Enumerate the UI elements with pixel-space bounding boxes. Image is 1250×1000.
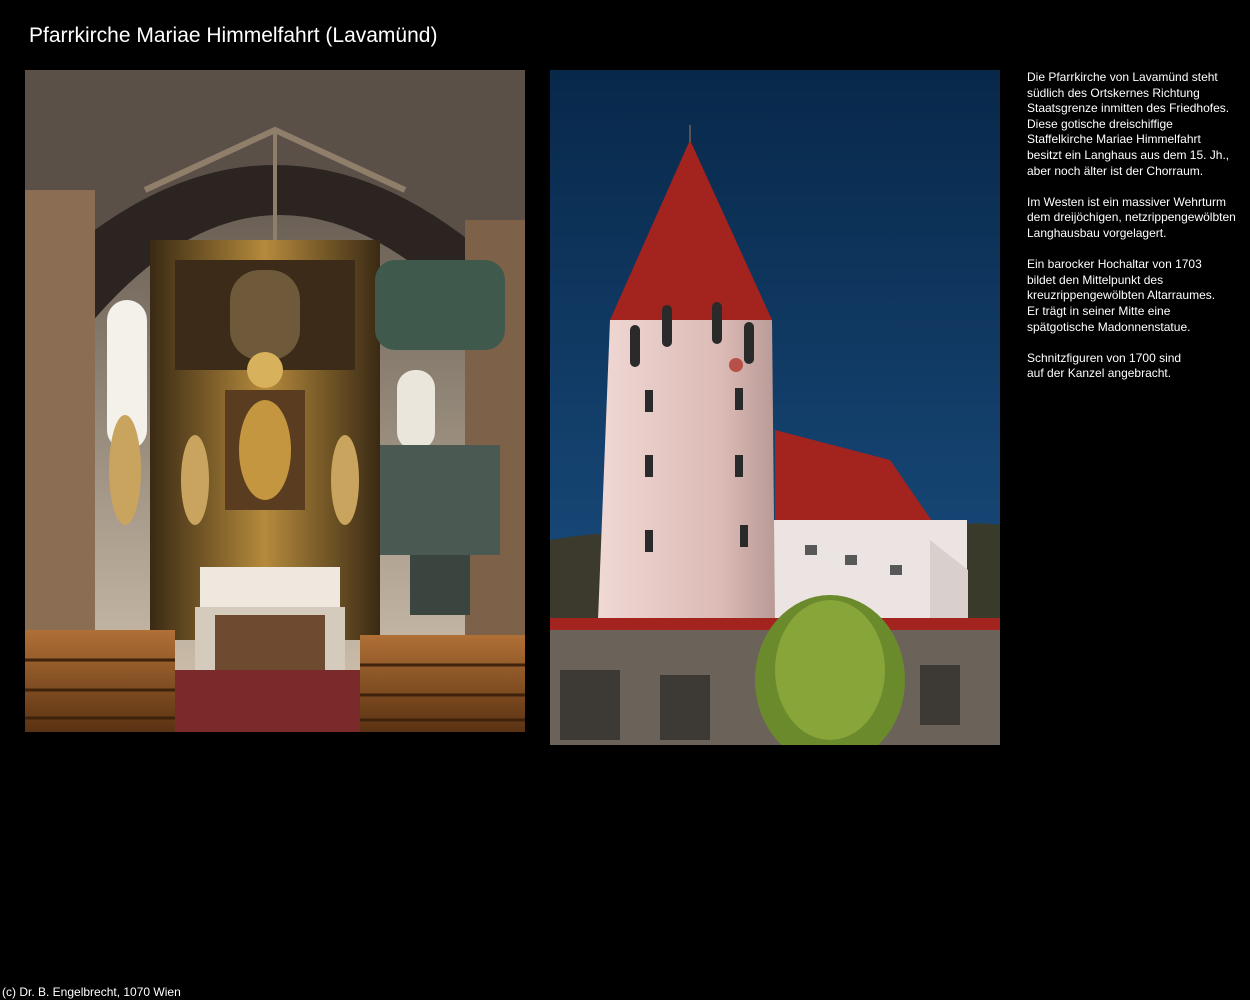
church-interior-photo	[25, 70, 525, 732]
description-paragraph: Im Westen ist ein massiver Wehrturm dem dreijöchigen, netzrippengewölbten Langhausbau vorgelagert.	[1027, 194, 1236, 240]
church-exterior-illustration	[550, 70, 1000, 745]
description-paragraph: Ein barocker Hochaltar von 1703 bildet den Mittelpunkt des kreuzrippengewölbten Altarraumes. Er trägt in seiner Mitte eine spätgotische Madonnenstatue.	[1027, 257, 1216, 334]
church-interior-illustration	[25, 70, 525, 732]
description-paragraph: Die Pfarrkirche von Lavamünd steht südlich des Ortskernes Richtung Staatsgrenze inmitten des Friedhofes. Diese gotische dreischiffige Staffelkirche Mariae Himmelfahrt besitzt ein Langhaus aus dem 15. Jh., aber noch älter ist der Chorraum.	[1027, 70, 1230, 178]
church-exterior-photo	[550, 70, 1000, 745]
description-paragraph: Schnitzfiguren von 1700 sind auf der Kanzel angebracht.	[1027, 350, 1182, 381]
description-text	[1027, 70, 1247, 397]
copyright-footer: (c) Dr. B. Engelbrecht, 1070 Wien	[2, 985, 181, 999]
page-title: Pfarrkirche Mariae Himmelfahrt (Lavamünd)	[29, 24, 438, 47]
